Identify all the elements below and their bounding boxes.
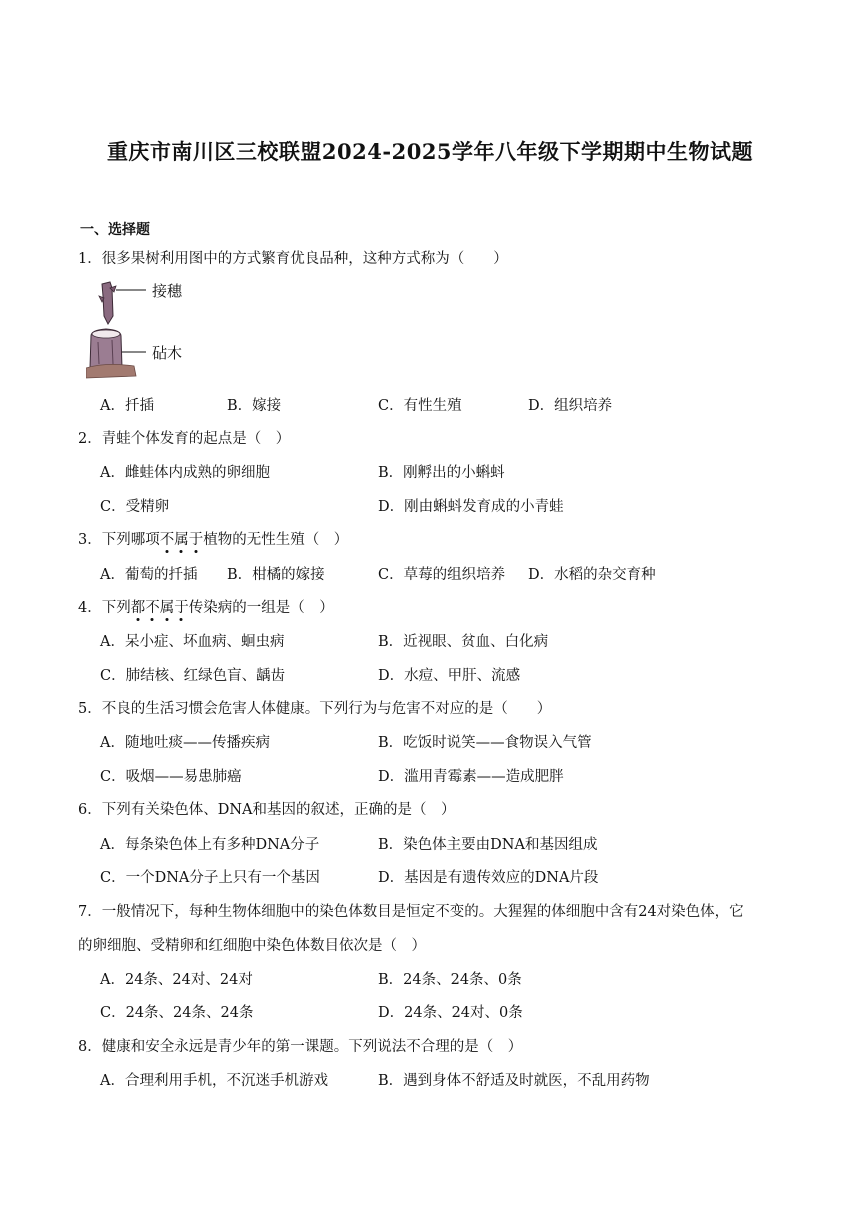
emphasis-char: 不 [159,532,175,548]
q4-option-c: C．肺结核、红绿色盲、龋齿 [100,668,286,684]
q2-option-a: A．雌蛙体内成熟的卵细胞 [100,465,270,481]
q4-option-b: B．近视眼、贫血、白化病 [378,634,549,650]
q5-option-a: A．随地吐痰——传播疾病 [100,735,270,751]
q3-option-d: D．水稻的杂交育种 [528,567,656,583]
stock-label: 砧木 [152,344,183,362]
q1-option-a: A．扦插 [100,398,154,414]
question-2-stem: 2．青蛙个体发育的起点是（ ） [78,431,291,447]
question-8-stem: 8．健康和安全永远是青少年的第一课题。下列说法不合理的是（ ） [78,1039,523,1055]
q1-option-d: D．组织培养 [528,398,613,414]
q4-stem-after: 传染病的一组是（ ） [188,600,334,616]
q4-option-a: A．呆小症、坏血病、蛔虫病 [100,634,285,650]
emphasis-char: 属 [174,532,189,548]
section-heading: 一、选择题 [80,222,150,238]
q3-option-a: A．葡萄的扦插 [100,567,198,583]
q2-option-d: D．刚由蝌蚪发育成的小青蛙 [378,499,564,515]
q6-option-c: C．一个DNA分子上只有一个基因 [100,870,320,886]
q7-option-d: D．24条、24对、0条 [378,1005,523,1021]
question-1-stem: 1．很多果树利用图中的方式繁育优良品种，这种方式称为（ ） [78,251,508,267]
q5-option-b: B．吃饭时说笑——食物误入气管 [378,735,592,751]
emphasis-char: 不 [145,600,160,616]
q3-stem-after: 植物的无性生殖（ ） [203,532,349,548]
question-7-stem-line2: 的卵细胞、受精卵和红细胞中染色体数目依次是（ ） [78,938,426,954]
q5-option-d: D．滥用青霉素——造成肥胖 [378,769,564,785]
q3-option-b: B．柑橘的嫁接 [227,567,325,583]
question-3-stem [78,528,348,549]
q3-stem-before: 3．下列哪项 [78,532,160,548]
q4-stem-before: 4．下列 [78,600,131,616]
q7-option-b: B．24条、24条、0条 [378,972,522,988]
q7-option-a: A．24条、24对、24对 [100,972,253,988]
q3-stem-emphasis [160,532,204,548]
q4-stem-emphasis [131,600,189,616]
question-7-stem-line1: 7．一般情况下，每种生物体细胞中的染色体数目是恒定不变的。大猩猩的体细胞中含有24对染色体，它 [78,904,744,920]
q2-option-c: C．受精卵 [100,499,170,515]
emphasis-char: 于 [188,532,204,548]
q8-option-b: B．遇到身体不舒适及时就医，不乱用药物 [378,1073,650,1089]
grafting-illustration [86,276,196,384]
question-4-stem [78,596,334,617]
q1-option-c: C．有性生殖 [378,398,462,414]
q2-option-b: B．刚孵出的小蝌蚪 [378,465,505,481]
question-5-stem: 5．不良的生活习惯会危害人体健康。下列行为与危害不对应的是（ ） [78,701,552,717]
q6-option-a: A．每条染色体上有多种DNA分子 [100,837,320,853]
emphasis-char: 于 [174,600,189,616]
q3-option-c: C．草莓的组织培养 [378,567,506,583]
q6-option-b: B．染色体主要由DNA和基因组成 [378,837,598,853]
q5-option-c: C．吸烟——易患肺癌 [100,769,242,785]
q7-option-c: C．24条、24条、24条 [100,1005,254,1021]
emphasis-char: 都 [130,600,146,616]
q8-option-a: A．合理利用手机，不沉迷手机游戏 [100,1073,328,1089]
emphasis-char: 属 [159,600,175,616]
scion-label: 接穗 [152,282,183,300]
q1-option-b: B．嫁接 [227,398,282,414]
question-6-stem: 6．下列有关染色体、DNA和基因的叙述，正确的是（ ） [78,802,456,818]
q6-option-d: D．基因是有遗传效应的DNA片段 [378,870,599,886]
q4-option-d: D．水痘、甲肝、流感 [378,668,521,684]
page-title: 重庆市南川区三校联盟2024-2025学年八年级下学期期中生物试题 [106,139,754,164]
grafting-figure [86,276,196,384]
